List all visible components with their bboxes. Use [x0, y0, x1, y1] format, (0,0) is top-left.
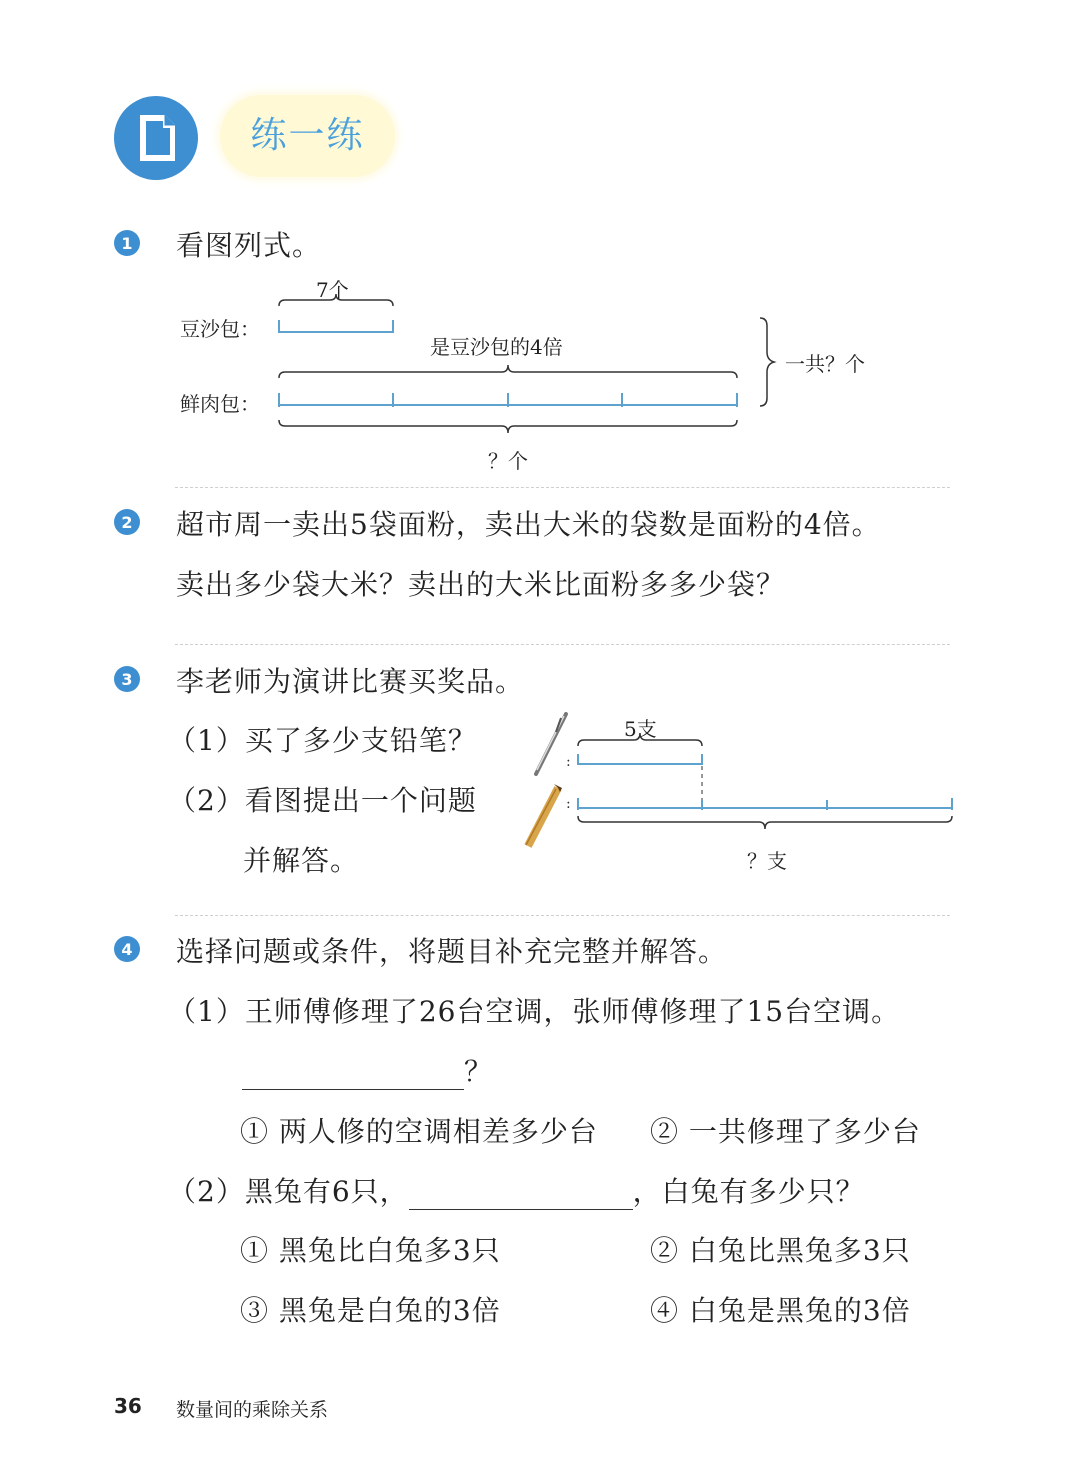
q3-bar-diagram: [0, 700, 1080, 850]
q4-part1-option1: ① 两人修的空调相差多少台: [240, 1115, 598, 1148]
question-mark: ？: [464, 1055, 494, 1088]
chapter-title: 数量间的乘除关系: [176, 1399, 329, 1421]
page-number: 36: [114, 1394, 142, 1418]
svg-text::: :: [566, 796, 571, 812]
q1-bar-diagram: [0, 0, 1080, 480]
q4-part2-text-b: ，白兔有多少只？: [632, 1175, 865, 1208]
question-number-1: 1: [114, 230, 140, 256]
q3-bottom-label: ？支: [747, 849, 787, 873]
page-title: 练一练: [250, 115, 365, 156]
q1-row1-label: 豆沙包：: [180, 317, 260, 341]
q1-label-7: 7个: [316, 278, 349, 302]
question-number-2: 2: [114, 509, 140, 535]
q3-prompt: 李老师为演讲比赛买奖品。: [176, 665, 525, 698]
q1-prompt: 看图列式。: [176, 229, 322, 262]
q4-part2-option4: ④ 白兔是黑兔的3倍: [650, 1294, 911, 1327]
question-number-3: 3: [114, 666, 140, 692]
q3-label-5: 5支: [624, 717, 657, 741]
q3-sub2b: 并解答。: [243, 844, 360, 877]
q4-part2-line: [168, 1170, 865, 1210]
q1-row2-label: 鲜肉包：: [180, 392, 260, 416]
divider: [175, 644, 950, 645]
q1-mid-label: 是豆沙包的4倍: [430, 335, 563, 359]
divider: [175, 487, 950, 488]
divider: [175, 915, 950, 916]
q1-bottom-label: ？个: [488, 449, 528, 473]
q4-part1-option2: ② 一共修理了多少台: [650, 1115, 921, 1148]
q2-line2: 卖出多少袋大米？卖出的大米比面粉多多少袋？: [176, 568, 786, 601]
q4-part1-text: （1）王师傅修理了26台空调，张师傅修理了15台空调。: [168, 995, 901, 1028]
q4-part2-option1: ① 黑兔比白兔多3只: [240, 1234, 501, 1267]
q4-part2-text-a: （2）黑兔有6只，: [168, 1175, 409, 1208]
q4-part2-option2: ② 白兔比黑兔多3只: [650, 1234, 911, 1267]
q4-prompt: 选择问题或条件，将题目补充完整并解答。: [176, 935, 728, 968]
q3-sub1: （1）买了多少支铅笔？: [168, 724, 477, 757]
q2-line1: 超市周一卖出5袋面粉，卖出大米的袋数是面粉的4倍。: [176, 508, 881, 541]
svg-text::: :: [566, 754, 571, 770]
q1-total-label: 一共？个: [785, 352, 865, 376]
q3-sub2a: （2）看图提出一个问题: [168, 784, 477, 817]
q4-part1-blank: [242, 1050, 493, 1090]
question-number-4: 4: [114, 936, 140, 962]
q4-part2-option3: ③ 黑兔是白兔的3倍: [240, 1294, 501, 1327]
